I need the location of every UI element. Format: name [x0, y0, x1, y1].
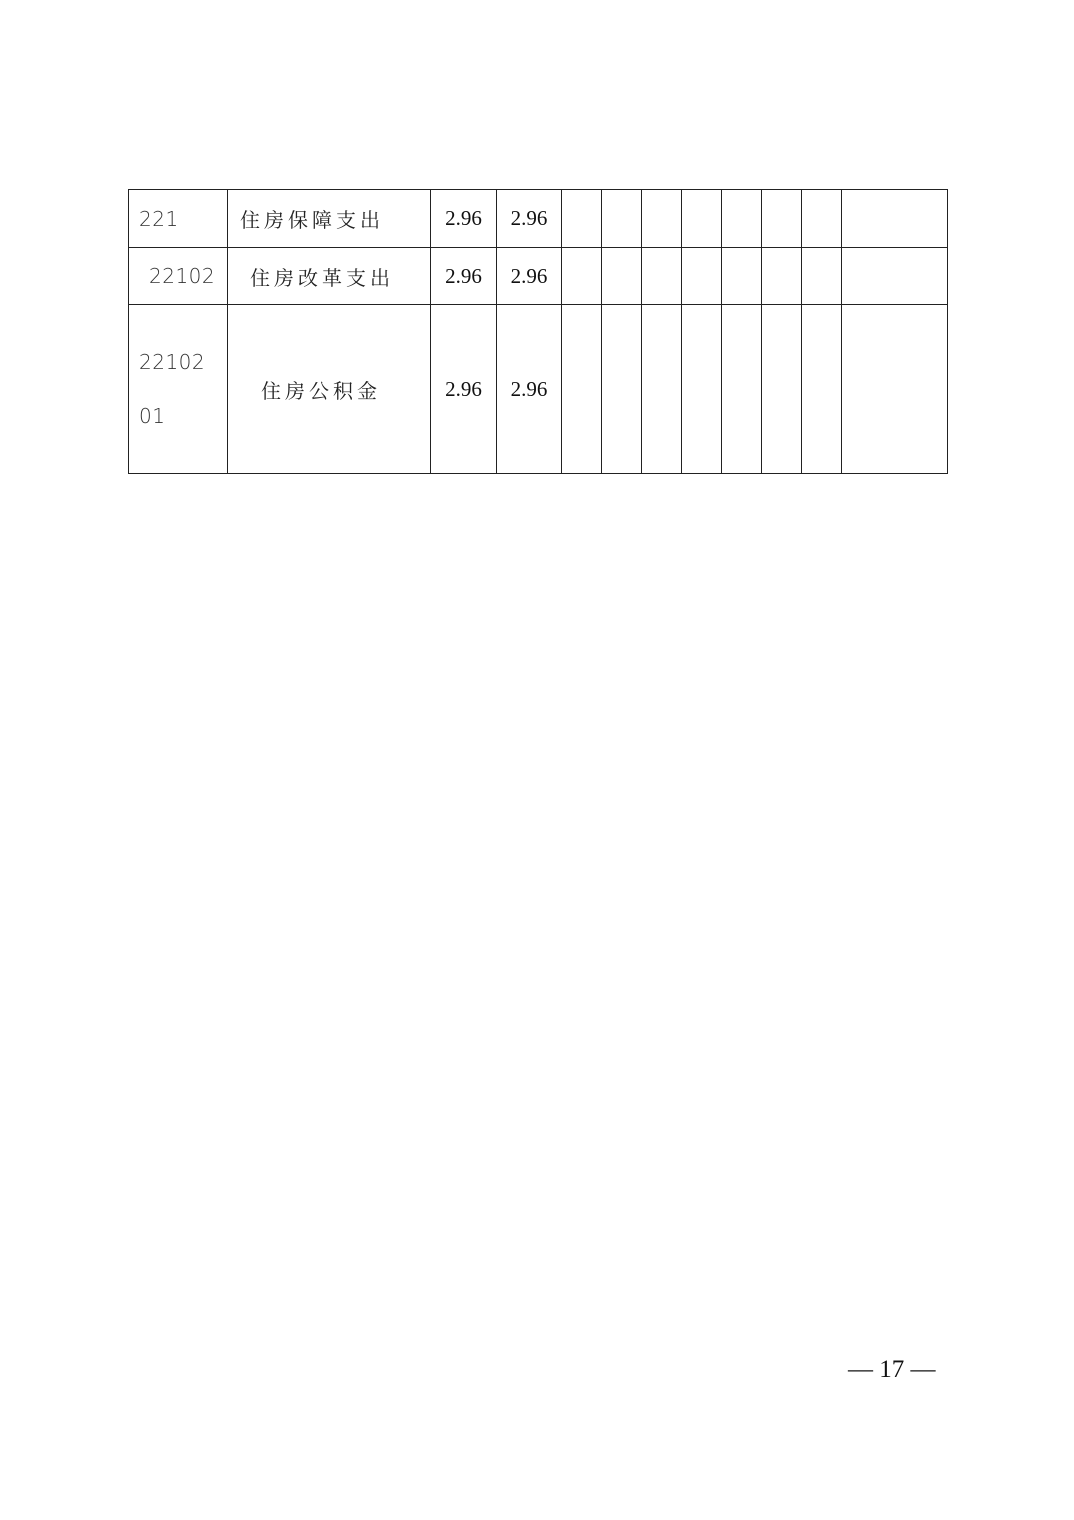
empty-cell — [682, 190, 722, 248]
page-number: — 17 — — [848, 1356, 936, 1383]
category-name: 住房公积金 — [228, 305, 431, 474]
empty-cell — [722, 305, 762, 474]
empty-cell — [562, 305, 602, 474]
amount-total: 2.96 — [431, 248, 497, 305]
amount-subtotal: 2.96 — [497, 190, 562, 248]
empty-cell — [842, 305, 948, 474]
empty-cell — [722, 248, 762, 305]
empty-cell — [642, 305, 682, 474]
empty-cell — [842, 190, 948, 248]
category-code: 2210201 — [139, 350, 206, 428]
empty-cell — [602, 248, 642, 305]
empty-cell — [602, 190, 642, 248]
amount-total: 2.96 — [431, 190, 497, 248]
empty-cell — [802, 248, 842, 305]
category-name: 住房保障支出 — [228, 190, 431, 248]
table-row — [129, 305, 948, 474]
category-name: 住房改革支出 — [228, 248, 431, 305]
table-row — [129, 248, 948, 305]
empty-cell — [682, 248, 722, 305]
amount-subtotal: 2.96 — [497, 248, 562, 305]
empty-cell — [722, 190, 762, 248]
empty-cell — [602, 305, 642, 474]
empty-cell — [642, 248, 682, 305]
empty-cell — [642, 190, 682, 248]
category-code: 221 — [129, 190, 228, 248]
amount-total: 2.96 — [431, 305, 497, 474]
table-row — [129, 190, 948, 248]
empty-cell — [762, 190, 802, 248]
category-code-cell — [129, 305, 228, 474]
budget-table — [128, 189, 948, 474]
empty-cell — [802, 305, 842, 474]
empty-cell — [682, 305, 722, 474]
empty-cell — [762, 248, 802, 305]
amount-subtotal: 2.96 — [497, 305, 562, 474]
empty-cell — [842, 248, 948, 305]
category-code: 22102 — [129, 248, 228, 305]
empty-cell — [762, 305, 802, 474]
empty-cell — [562, 190, 602, 248]
empty-cell — [562, 248, 602, 305]
empty-cell — [802, 190, 842, 248]
